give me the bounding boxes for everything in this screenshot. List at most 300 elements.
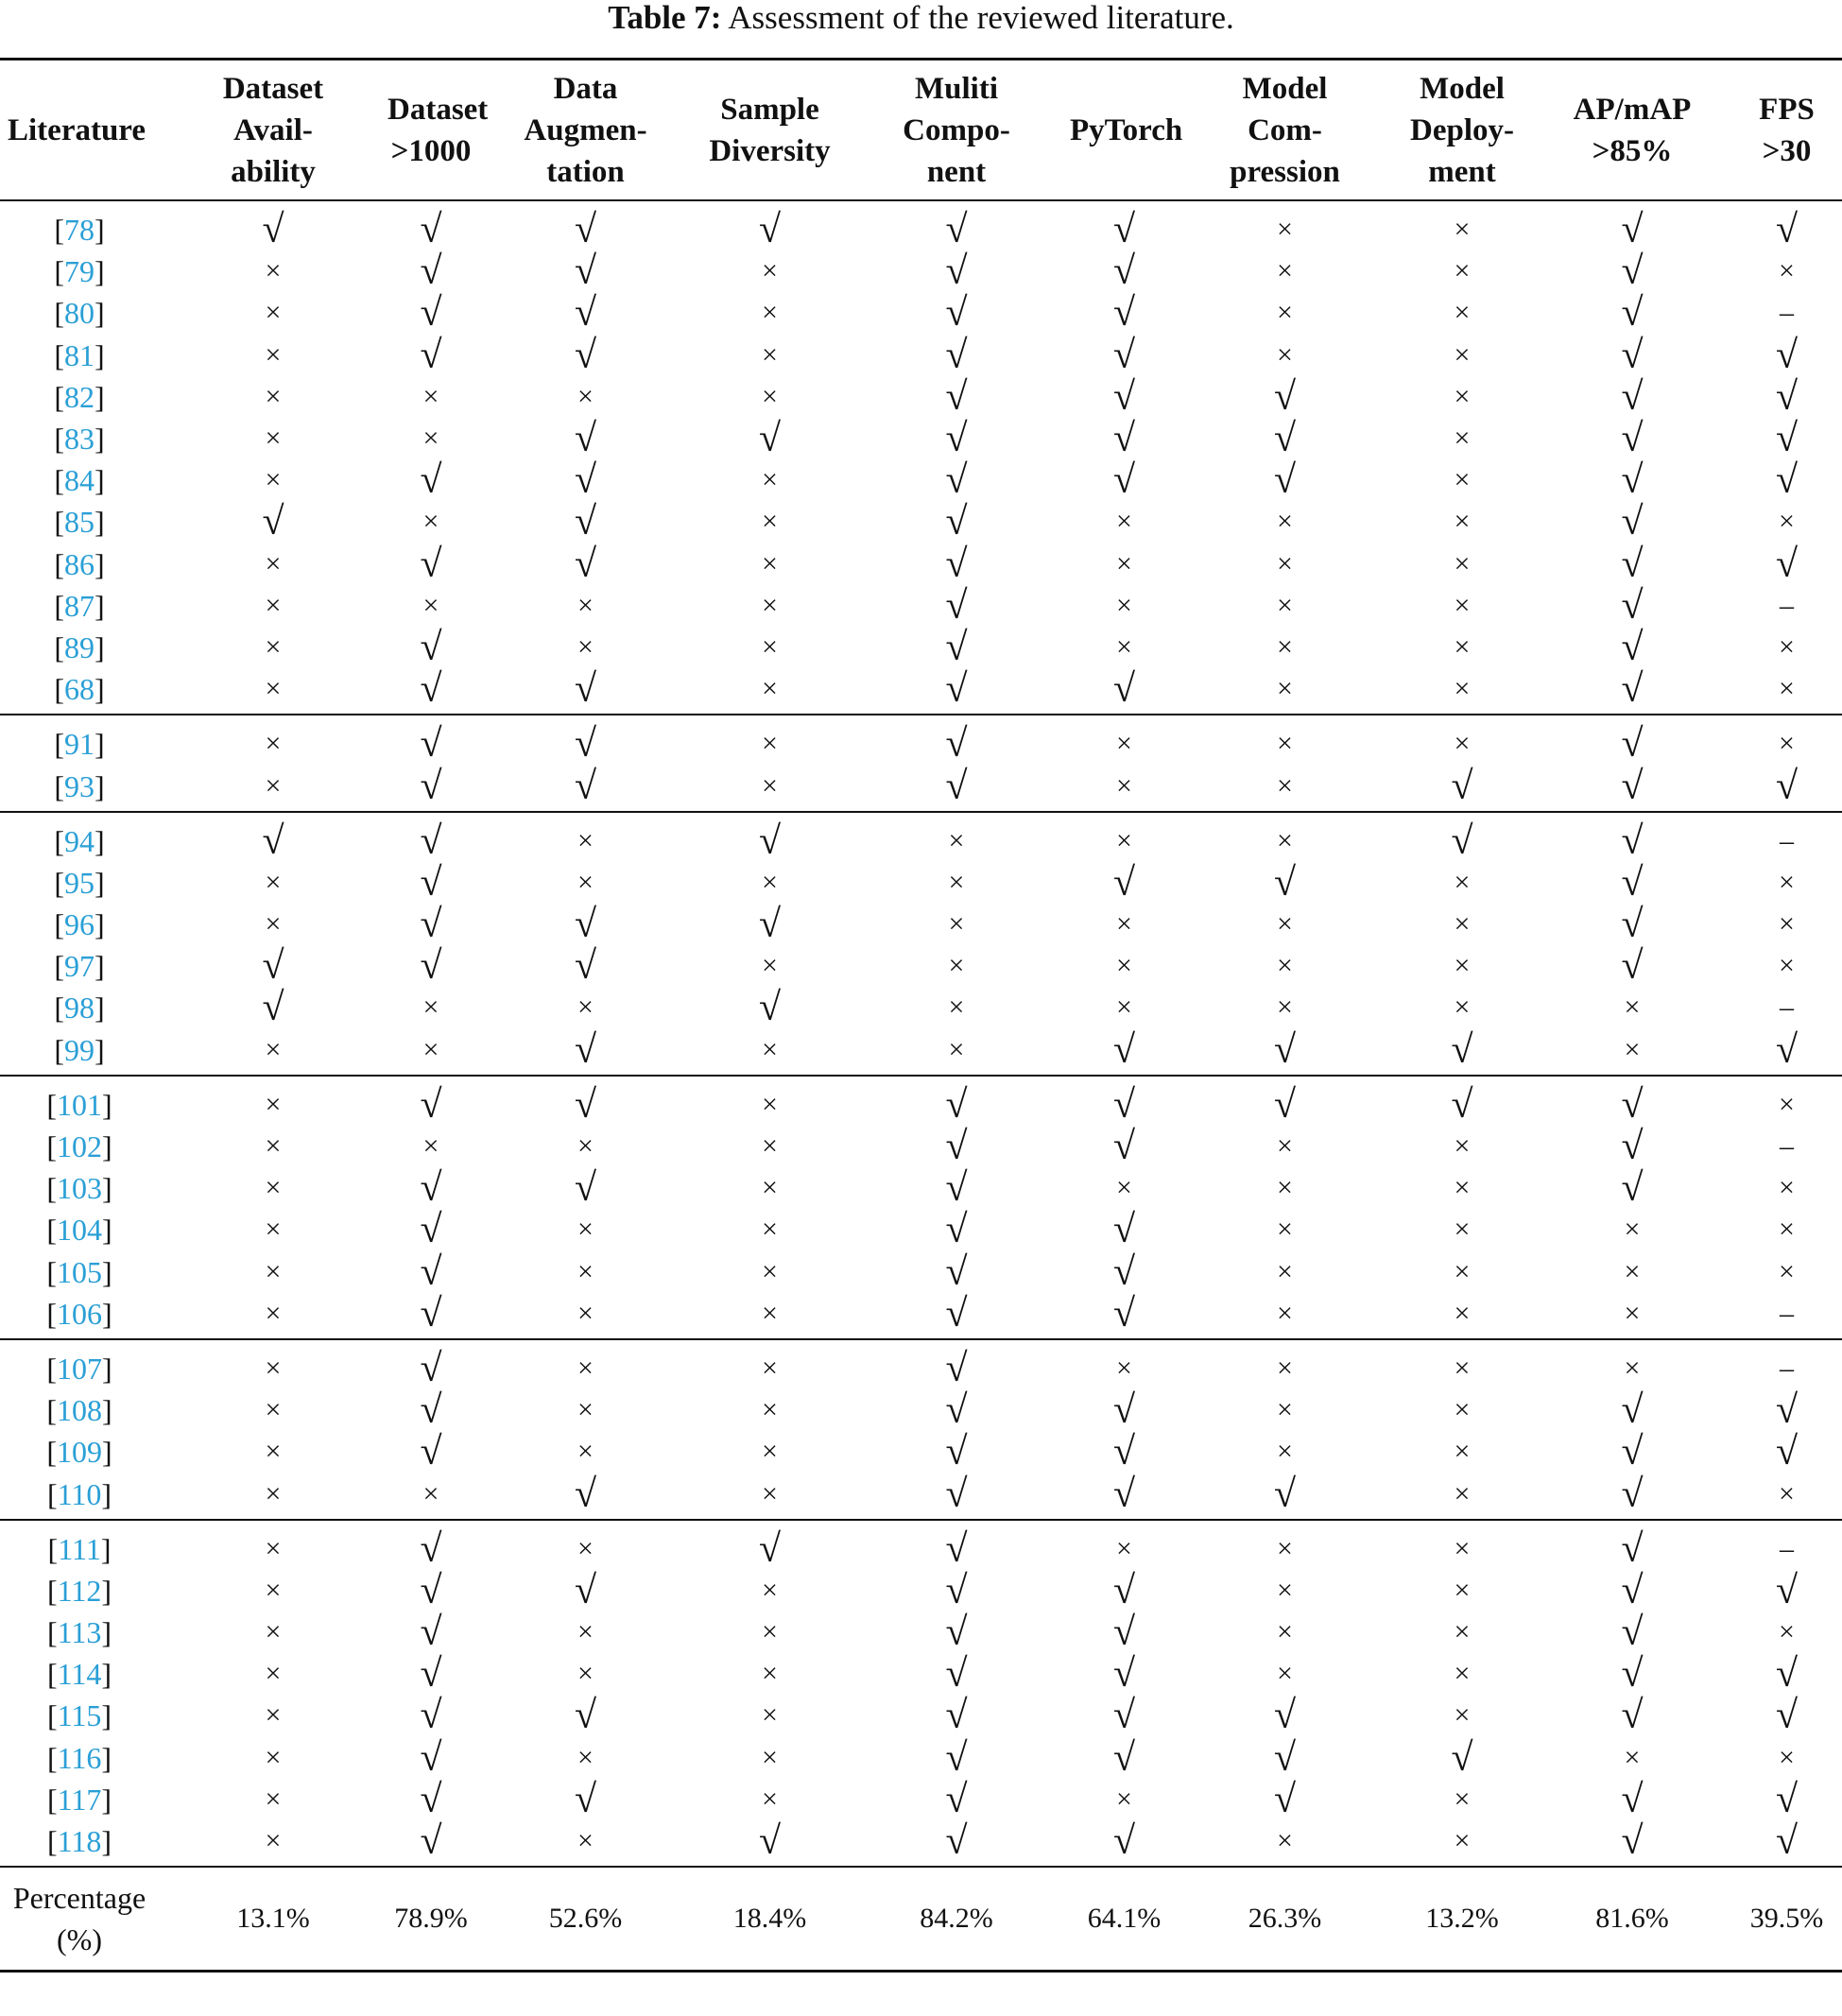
table-row bbox=[0, 1076, 1842, 1126]
table-cell: × bbox=[159, 1473, 387, 1519]
column-header-model-com-pression: Model Com- pression bbox=[1179, 60, 1391, 201]
table-cell: √ bbox=[420, 722, 442, 767]
table-cell: × bbox=[422, 1130, 439, 1163]
table-row bbox=[0, 459, 1842, 501]
literature-cell: [109] bbox=[46, 1435, 112, 1470]
table-cell: × bbox=[577, 1255, 594, 1287]
table-cell: × bbox=[762, 1172, 778, 1204]
table-cell: × bbox=[577, 1130, 594, 1163]
table-cell: √ bbox=[387, 668, 474, 715]
table-cell: √ bbox=[574, 944, 597, 989]
literature-cell: [98] bbox=[54, 991, 105, 1025]
table-cell: √ bbox=[420, 1249, 442, 1294]
table-cell: × bbox=[1779, 255, 1795, 287]
literature-cell: [78] bbox=[54, 213, 105, 248]
table-cell: √ bbox=[945, 722, 968, 767]
table-cell: × bbox=[762, 866, 778, 898]
table-cell: √ bbox=[574, 417, 597, 461]
table-cell: √ bbox=[945, 1082, 968, 1127]
citation-link[interactable]: 112 bbox=[57, 1573, 102, 1608]
table-cell: × bbox=[697, 1473, 843, 1519]
percentage-value: 26.3% bbox=[1179, 1867, 1391, 1972]
citation-link[interactable]: 101 bbox=[57, 1087, 102, 1122]
table-cell: × bbox=[762, 297, 778, 329]
table-cell: × bbox=[1624, 1255, 1641, 1287]
percentage-label-line: (%) bbox=[57, 1922, 102, 1957]
table-row bbox=[0, 335, 1842, 376]
table-cell: √ bbox=[1112, 1694, 1136, 1738]
table-cell: – bbox=[1731, 1293, 1842, 1339]
table-cell: × bbox=[1454, 866, 1471, 898]
table-cell: √ bbox=[574, 1166, 597, 1211]
table-cell: × bbox=[1779, 1172, 1795, 1204]
table-cell: √ bbox=[945, 333, 968, 377]
citation-link[interactable]: 93 bbox=[64, 768, 95, 803]
citation-link[interactable]: 80 bbox=[64, 296, 95, 331]
citation-link[interactable]: 110 bbox=[57, 1476, 102, 1511]
table-row bbox=[0, 987, 1842, 1028]
citation-link[interactable]: 105 bbox=[57, 1254, 102, 1289]
table-cell: × bbox=[577, 1532, 594, 1564]
table-cell: √ bbox=[1731, 1820, 1842, 1867]
table-row bbox=[0, 1737, 1842, 1779]
column-header-model-deploy-ment: Model Deploy- ment bbox=[1391, 60, 1533, 201]
table-cell: × bbox=[1454, 1436, 1471, 1468]
table-cell: × bbox=[265, 422, 282, 455]
column-header-ap-map-85: AP/mAP >85% bbox=[1533, 60, 1731, 201]
table-cell: √ bbox=[1273, 1735, 1297, 1780]
table-row bbox=[0, 1209, 1842, 1250]
table-cell: × bbox=[1779, 908, 1795, 940]
table-cell: √ bbox=[1621, 1166, 1644, 1211]
table-cell: × bbox=[762, 1616, 778, 1648]
table-cell: × bbox=[1277, 908, 1293, 940]
table-cell: √ bbox=[1775, 1568, 1799, 1612]
table-cell: × bbox=[1779, 1088, 1795, 1120]
table-cell: × bbox=[1277, 1658, 1293, 1690]
table-cell: √ bbox=[1070, 1293, 1179, 1339]
table-cell: √ bbox=[1621, 458, 1644, 503]
table-cell: × bbox=[265, 1616, 282, 1648]
table-cell: √ bbox=[1621, 722, 1644, 767]
table-cell: × bbox=[1454, 214, 1471, 246]
table-cell: √ bbox=[945, 1166, 968, 1211]
table-cell: √ bbox=[1533, 1820, 1731, 1867]
table-cell: √ bbox=[1273, 1777, 1297, 1821]
table-cell: √ bbox=[1775, 1652, 1799, 1697]
table-row bbox=[0, 1570, 1842, 1611]
table-caption bbox=[0, 0, 1842, 36]
table-cell: × bbox=[1624, 991, 1641, 1024]
table-cell: × bbox=[1454, 380, 1471, 412]
table-cell: √ bbox=[1621, 1694, 1644, 1738]
citation-link[interactable]: 82 bbox=[64, 379, 95, 414]
table-cell: × bbox=[1277, 1394, 1293, 1426]
table-cell: × bbox=[1779, 506, 1795, 538]
citation-link[interactable]: 91 bbox=[64, 727, 95, 762]
table-cell: √ bbox=[1621, 542, 1644, 586]
table-cell: √ bbox=[1775, 208, 1799, 252]
table-cell: √ bbox=[1391, 1029, 1533, 1076]
table-cell: √ bbox=[420, 1430, 442, 1474]
table-cell: × bbox=[577, 589, 594, 621]
table-cell: √ bbox=[574, 458, 597, 503]
table-cell: √ bbox=[1621, 1388, 1644, 1433]
table-cell: √ bbox=[420, 818, 442, 863]
table-row bbox=[0, 1779, 1842, 1820]
citation-link[interactable]: 102 bbox=[57, 1129, 102, 1164]
table-cell: × bbox=[1454, 908, 1471, 940]
table-cell: × bbox=[1731, 668, 1842, 715]
table-cell: √ bbox=[1112, 1735, 1136, 1780]
table-cell: × bbox=[577, 1616, 594, 1648]
table-cell: √ bbox=[945, 458, 968, 503]
table-cell: × bbox=[265, 255, 282, 287]
table-cell: √ bbox=[262, 500, 284, 544]
table-cell: √ bbox=[574, 333, 597, 377]
citation-link[interactable]: 95 bbox=[64, 865, 95, 900]
table-cell: – bbox=[1780, 1532, 1794, 1564]
table-cell: × bbox=[577, 1352, 594, 1384]
table-cell: – bbox=[1780, 824, 1794, 856]
table-cell: √ bbox=[1112, 1082, 1136, 1127]
table-cell: √ bbox=[1112, 1125, 1136, 1169]
table-cell: × bbox=[1454, 1699, 1471, 1732]
table-cell: × bbox=[762, 464, 778, 496]
literature-cell: [118] bbox=[0, 1820, 159, 1867]
literature-cell: [95] bbox=[54, 865, 105, 900]
table-cell: √ bbox=[945, 583, 968, 628]
citation-link[interactable]: 115 bbox=[57, 1698, 102, 1733]
table-cell: × bbox=[265, 1130, 282, 1163]
table-cell: √ bbox=[945, 1652, 968, 1697]
table-cell: × bbox=[265, 380, 282, 412]
table-cell: √ bbox=[1775, 374, 1799, 419]
table-cell: × bbox=[697, 1293, 843, 1339]
table-cell: × bbox=[1779, 1616, 1795, 1648]
citation-link[interactable]: 87 bbox=[64, 588, 95, 623]
table-cell: × bbox=[1454, 991, 1471, 1024]
citation-link[interactable]: 78 bbox=[64, 213, 95, 248]
table-cell: × bbox=[843, 1029, 1070, 1076]
table-cell: √ bbox=[1621, 818, 1644, 863]
table-cell: × bbox=[1454, 1352, 1471, 1384]
table-cell: × bbox=[1454, 464, 1471, 496]
column-header-dataset-avail-ability: Dataset Avail- ability bbox=[159, 60, 387, 201]
table-cell: × bbox=[422, 506, 439, 538]
table-cell: × bbox=[159, 1029, 387, 1076]
table-cell: √ bbox=[1070, 668, 1179, 715]
table-cell: √ bbox=[1112, 333, 1136, 377]
table-cell: × bbox=[422, 422, 439, 455]
citation-link[interactable]: 68 bbox=[64, 672, 95, 707]
table-cell: × bbox=[1116, 950, 1132, 982]
table-cell: × bbox=[1277, 1436, 1293, 1468]
table-cell: × bbox=[265, 1574, 282, 1606]
literature-cell: [81] bbox=[54, 337, 105, 372]
table-row bbox=[0, 1653, 1842, 1695]
table-cell: × bbox=[577, 1214, 594, 1246]
percentage-value: 39.5% bbox=[1731, 1867, 1842, 1972]
table-cell: × bbox=[1624, 1741, 1641, 1773]
citation-link[interactable]: 94 bbox=[64, 823, 95, 858]
table-cell: √ bbox=[945, 1526, 968, 1571]
table-cell: × bbox=[697, 765, 843, 811]
literature-cell: [96] bbox=[54, 907, 105, 942]
table-cell: × bbox=[1624, 1214, 1641, 1246]
table-cell: × bbox=[265, 1088, 282, 1120]
table-cell: √ bbox=[1112, 1208, 1136, 1252]
table-cell: × bbox=[1454, 630, 1471, 663]
table-cell: × bbox=[762, 1130, 778, 1163]
table-cell: × bbox=[762, 1394, 778, 1426]
table-cell: × bbox=[1277, 1172, 1293, 1204]
table-cell: × bbox=[1454, 547, 1471, 579]
table-cell: √ bbox=[1112, 1652, 1136, 1697]
table-cell: √ bbox=[574, 1694, 597, 1738]
table-cell: × bbox=[1454, 728, 1471, 760]
citation-link[interactable]: 104 bbox=[57, 1213, 102, 1248]
table-cell: × bbox=[1731, 1473, 1842, 1519]
table-cell: √ bbox=[1273, 417, 1297, 461]
table-cell: × bbox=[1454, 1255, 1471, 1287]
table-row bbox=[0, 543, 1842, 585]
table-cell: × bbox=[1116, 547, 1132, 579]
table-cell: √ bbox=[262, 986, 284, 1030]
table-cell: √ bbox=[1112, 458, 1136, 503]
table-cell: √ bbox=[420, 291, 442, 336]
table-cell: × bbox=[265, 338, 282, 370]
table-cell: √ bbox=[1621, 417, 1644, 461]
table-cell: √ bbox=[945, 1388, 968, 1433]
table-cell: √ bbox=[1451, 1735, 1473, 1780]
citation-link[interactable]: 96 bbox=[64, 907, 95, 942]
table-row bbox=[0, 1029, 1842, 1076]
table-cell: √ bbox=[945, 417, 968, 461]
table-cell: × bbox=[1624, 1352, 1641, 1384]
caption-text: Assessment of the reviewed literature. bbox=[728, 0, 1234, 36]
table-cell: √ bbox=[758, 986, 782, 1030]
table-cell: × bbox=[265, 589, 282, 621]
table-cell: √ bbox=[758, 417, 782, 461]
table-cell: × bbox=[265, 1436, 282, 1468]
literature-cell: [79] bbox=[54, 254, 105, 289]
table-cell: × bbox=[762, 1255, 778, 1287]
table-cell: √ bbox=[1775, 417, 1799, 461]
table-cell: √ bbox=[474, 1473, 697, 1519]
table-cell: √ bbox=[420, 1388, 442, 1433]
table-cell: √ bbox=[420, 1777, 442, 1821]
citation-link[interactable]: 117 bbox=[57, 1782, 102, 1817]
table-cell: × bbox=[762, 380, 778, 412]
table-cell: √ bbox=[1621, 903, 1644, 947]
table-row bbox=[0, 1473, 1842, 1519]
citation-link[interactable]: 118 bbox=[57, 1824, 102, 1859]
percentage-value: 78.9% bbox=[387, 1867, 474, 1972]
table-cell: √ bbox=[945, 1611, 968, 1655]
table-cell: √ bbox=[1273, 374, 1297, 419]
table-cell: √ bbox=[420, 625, 442, 669]
table-cell: × bbox=[762, 1574, 778, 1606]
table-cell: × bbox=[762, 728, 778, 760]
literature-cell: [97] bbox=[54, 949, 105, 984]
table-cell: × bbox=[1179, 765, 1391, 811]
literature-cell: [85] bbox=[54, 505, 105, 540]
table-cell: × bbox=[1454, 589, 1471, 621]
table-cell: × bbox=[1179, 1820, 1391, 1867]
table-cell: √ bbox=[1533, 765, 1731, 811]
table-cell: √ bbox=[945, 1430, 968, 1474]
table-cell: √ bbox=[420, 250, 442, 294]
table-cell: √ bbox=[574, 1082, 597, 1127]
table-cell: √ bbox=[1775, 1430, 1799, 1474]
table-cell: × bbox=[159, 1293, 387, 1339]
table-cell: × bbox=[159, 1820, 387, 1867]
citation-link[interactable]: 84 bbox=[64, 463, 95, 498]
table-cell: × bbox=[762, 1088, 778, 1120]
citation-link[interactable]: 111 bbox=[58, 1531, 101, 1566]
literature-cell: [102] bbox=[46, 1129, 112, 1164]
column-header-muliti-compo-nent: Muliti Compo- nent bbox=[843, 60, 1070, 201]
column-header-sample-diversity: Sample Diversity bbox=[697, 60, 843, 201]
table-cell: × bbox=[762, 1658, 778, 1690]
citation-link[interactable]: 114 bbox=[57, 1657, 102, 1692]
citation-link[interactable]: 85 bbox=[64, 505, 95, 540]
table-cell: × bbox=[1179, 1293, 1391, 1339]
literature-cell: [103] bbox=[46, 1171, 112, 1206]
table-cell: √ bbox=[1112, 1388, 1136, 1433]
table-body bbox=[0, 200, 1842, 1972]
table-cell: × bbox=[948, 991, 965, 1024]
table-cell: × bbox=[1454, 1616, 1471, 1648]
citation-link[interactable]: 97 bbox=[64, 949, 95, 984]
citation-link[interactable]: 81 bbox=[64, 337, 95, 372]
table-cell: √ bbox=[945, 1249, 968, 1294]
table-cell: √ bbox=[1179, 1473, 1391, 1519]
table-cell: × bbox=[1277, 547, 1293, 579]
literature-cell: [105] bbox=[46, 1254, 112, 1289]
table-cell: × bbox=[762, 630, 778, 663]
table-cell: × bbox=[1116, 824, 1132, 856]
table-cell: × bbox=[1116, 1352, 1132, 1384]
table-cell: × bbox=[1116, 991, 1132, 1024]
table-cell: √ bbox=[420, 1735, 442, 1780]
table-cell: √ bbox=[420, 208, 442, 252]
table-cell: √ bbox=[474, 668, 697, 715]
table-cell: × bbox=[697, 668, 843, 715]
table-cell: × bbox=[1277, 297, 1293, 329]
literature-cell: [108] bbox=[46, 1393, 112, 1428]
table-cell: √ bbox=[758, 903, 782, 947]
citation-link[interactable]: 83 bbox=[64, 422, 95, 457]
citation-link[interactable]: 103 bbox=[57, 1171, 102, 1206]
citation-link[interactable]: 86 bbox=[64, 546, 95, 581]
table-cell: × bbox=[762, 1214, 778, 1246]
table-cell: × bbox=[265, 547, 282, 579]
citation-link[interactable]: 98 bbox=[64, 991, 95, 1025]
table-cell: √ bbox=[945, 1208, 968, 1252]
table-cell: √ bbox=[1112, 250, 1136, 294]
table-cell: × bbox=[1391, 668, 1533, 715]
table-cell: √ bbox=[1621, 1082, 1644, 1127]
table-cell: √ bbox=[574, 903, 597, 947]
percentage-value: 13.2% bbox=[1391, 1867, 1533, 1972]
table-row bbox=[0, 812, 1842, 862]
table-cell: × bbox=[265, 1783, 282, 1815]
table-cell: × bbox=[1779, 950, 1795, 982]
table-cell: √ bbox=[1273, 458, 1297, 503]
table-row bbox=[0, 1820, 1842, 1867]
table-row bbox=[0, 1167, 1842, 1209]
literature-cell: [117] bbox=[46, 1782, 112, 1817]
citation-link[interactable]: 89 bbox=[64, 629, 95, 664]
citation-link[interactable]: 113 bbox=[57, 1615, 102, 1650]
table-cell: × bbox=[1454, 297, 1471, 329]
table-cell: × bbox=[1116, 728, 1132, 760]
citation-link[interactable]: 99 bbox=[64, 1032, 95, 1067]
table-cell: × bbox=[1454, 1574, 1471, 1606]
citation-link[interactable]: 106 bbox=[57, 1296, 102, 1331]
table-cell: √ bbox=[945, 1777, 968, 1821]
table-cell: √ bbox=[945, 1735, 968, 1780]
table-cell: √ bbox=[1273, 1082, 1297, 1127]
table-cell: × bbox=[1454, 1394, 1471, 1426]
literature-cell: [101] bbox=[46, 1087, 112, 1122]
literature-cell: [104] bbox=[46, 1213, 112, 1248]
table-cell: √ bbox=[574, 1777, 597, 1821]
table-cell: √ bbox=[697, 1820, 843, 1867]
column-header-literature: Literature bbox=[0, 60, 159, 201]
table-cell: √ bbox=[420, 1166, 442, 1211]
table-cell: √ bbox=[474, 765, 697, 811]
table-cell: √ bbox=[574, 542, 597, 586]
table-cell: √ bbox=[1775, 542, 1799, 586]
citation-link[interactable]: 109 bbox=[57, 1435, 102, 1470]
table-cell: – bbox=[1780, 1130, 1794, 1163]
table-cell: × bbox=[1391, 1293, 1533, 1339]
literature-cell: [83] bbox=[54, 422, 105, 457]
table-cell: √ bbox=[420, 1526, 442, 1571]
citation-link[interactable]: 116 bbox=[57, 1740, 102, 1775]
citation-link[interactable]: 108 bbox=[57, 1393, 102, 1428]
table-cell: × bbox=[1533, 1293, 1731, 1339]
table-cell: √ bbox=[262, 208, 284, 252]
table-cell: × bbox=[577, 1741, 594, 1773]
table-cell: × bbox=[1116, 1532, 1132, 1564]
table-cell: × bbox=[1779, 1255, 1795, 1287]
table-cell: × bbox=[577, 991, 594, 1024]
table-cell: √ bbox=[420, 903, 442, 947]
table-cell: √ bbox=[574, 500, 597, 544]
table-cell: √ bbox=[758, 208, 782, 252]
table-cell: × bbox=[1779, 1214, 1795, 1246]
table-cell: × bbox=[762, 255, 778, 287]
citation-link[interactable]: 107 bbox=[57, 1351, 102, 1386]
table-cell: √ bbox=[1621, 860, 1644, 905]
table-cell: × bbox=[1277, 824, 1293, 856]
table-cell: √ bbox=[1273, 860, 1297, 905]
table-cell: × bbox=[1454, 338, 1471, 370]
table-cell: √ bbox=[1621, 291, 1644, 336]
percentage-value: 18.4% bbox=[697, 1867, 843, 1972]
table-cell: √ bbox=[574, 291, 597, 336]
table-cell: × bbox=[265, 1214, 282, 1246]
table-cell: √ bbox=[1533, 668, 1731, 715]
literature-cell: [113] bbox=[46, 1615, 112, 1650]
table-cell: √ bbox=[1621, 1430, 1644, 1474]
table-cell: √ bbox=[1621, 944, 1644, 989]
citation-link[interactable]: 79 bbox=[64, 254, 95, 289]
